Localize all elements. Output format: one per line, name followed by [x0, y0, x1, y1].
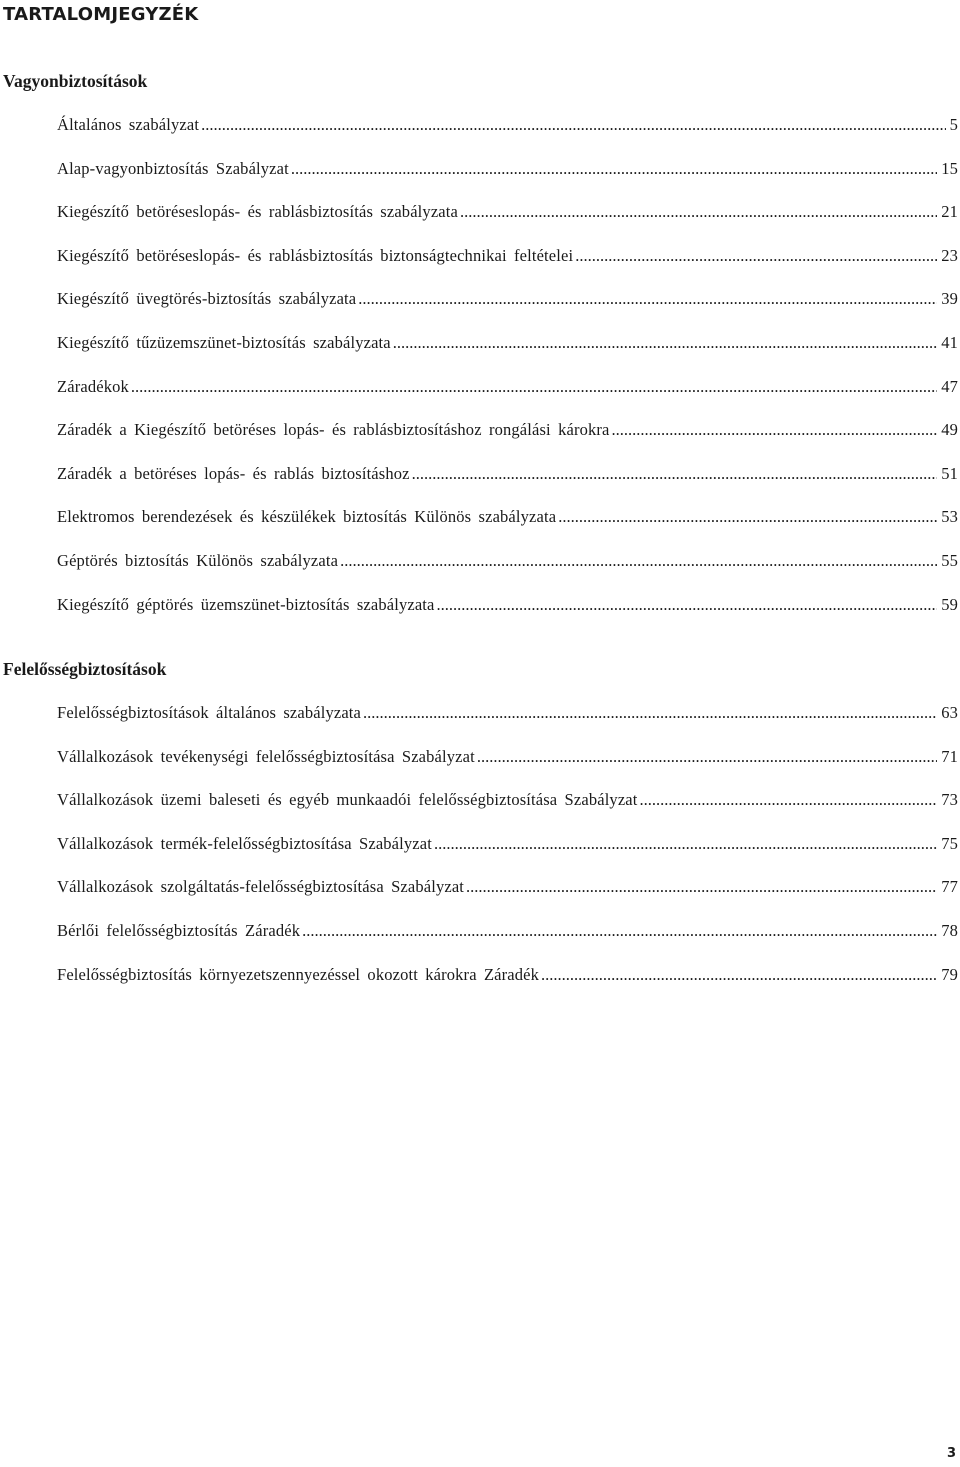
- dot-leader: [363, 702, 937, 724]
- toc-entry[interactable]: [57, 158, 958, 202]
- section-heading-vagyonbiztositasok: Vagyonbiztosítások: [3, 71, 148, 91]
- toc-entry-page-number: 41: [941, 332, 958, 352]
- toc-entry-page-number: 75: [941, 833, 958, 853]
- toc-entry-page-number: 77: [941, 877, 958, 897]
- toc-entry-page-number: 55: [941, 550, 958, 570]
- dot-leader: [466, 876, 937, 898]
- toc-entry[interactable]: [57, 506, 958, 550]
- toc-entry[interactable]: [57, 114, 958, 158]
- toc-entry-title: Alap-vagyonbiztosítás Szabályzat: [57, 158, 289, 178]
- dot-leader: [131, 376, 937, 398]
- toc-entry-page-number: 49: [941, 420, 958, 440]
- toc-entry-title: Kiegészítő betöréseslopás- és rablásbiztosítás szabályzata: [57, 202, 458, 222]
- dot-leader: [437, 594, 938, 616]
- toc-entry-page-number: 53: [941, 507, 958, 527]
- toc-entry[interactable]: [57, 833, 958, 877]
- dot-leader: [640, 789, 938, 811]
- toc-entry-title: Géptörés biztosítás Különös szabályzata: [57, 550, 339, 570]
- toc-entry-page-number: 59: [941, 594, 958, 614]
- dot-leader: [412, 463, 938, 485]
- dot-leader: [358, 288, 937, 310]
- toc-entry-title: Vállalkozások tevékenységi felelősségbiztosítása Szabályzat: [57, 746, 475, 766]
- toc-entry-page-number: 51: [941, 463, 958, 483]
- dot-leader: [612, 419, 938, 441]
- toc-entry[interactable]: [57, 594, 958, 638]
- toc-entry-title: Felelősségbiztosítások általános szabályzata: [57, 703, 362, 722]
- toc-entry[interactable]: [57, 419, 958, 463]
- toc-entry[interactable]: [57, 789, 958, 833]
- toc-entry-page-number: 78: [941, 920, 958, 940]
- toc-entry-page-number: 63: [941, 703, 958, 722]
- toc-entry-page-number: 47: [941, 376, 958, 396]
- toc-entry-page-number: 71: [941, 746, 958, 766]
- toc-entry-title: Kiegészítő betöréseslopás- és rablásbiztosítás biztonságtechnikai feltételei: [57, 245, 574, 265]
- toc-entry-title: Elektromos berendezések és készülékek biztosítás Különös szabályzata: [57, 507, 557, 527]
- dot-leader: [460, 201, 937, 223]
- toc-entry-title: Felelősségbiztosítás környezetszennyezéssel okozott károkra Záradék: [57, 964, 540, 984]
- toc-entry-title: Vállalkozások termék-felelősségbiztosítása Szabályzat: [57, 833, 432, 853]
- toc-entry[interactable]: [57, 550, 958, 594]
- toc-entry[interactable]: [57, 746, 958, 790]
- dot-leader: [575, 245, 937, 267]
- toc-entry-title: Általános szabályzat: [57, 115, 200, 134]
- toc-entry-title: Kiegészítő tűzüzemszünet-biztosítás szabályzata: [57, 332, 391, 352]
- toc-entry-page-number: 23: [941, 245, 958, 265]
- dot-leader: [541, 964, 937, 986]
- dot-leader: [291, 158, 937, 180]
- toc-entry-title: Záradék a betöréses lopás- és rablás biztosításhoz: [57, 463, 410, 483]
- toc-list-felelossegbiztositasok: [57, 702, 958, 1007]
- toc-entry-page-number: 15: [941, 158, 958, 178]
- dot-leader: [201, 114, 946, 136]
- toc-entry-title: Vállalkozások szolgáltatás-felelősségbiztosítása Szabályzat: [57, 877, 465, 897]
- dot-leader: [302, 920, 937, 942]
- toc-entry[interactable]: [57, 463, 958, 507]
- page-number: 3: [946, 1446, 956, 1461]
- toc-entry-page-number: 39: [941, 289, 958, 309]
- dot-leader: [477, 746, 937, 768]
- toc-entry[interactable]: [57, 964, 958, 1008]
- toc-entry[interactable]: [57, 201, 958, 245]
- toc-entry[interactable]: [57, 376, 958, 420]
- toc-entry-page-number: 21: [941, 202, 958, 222]
- toc-entry[interactable]: [57, 920, 958, 964]
- toc-entry[interactable]: [57, 702, 958, 746]
- toc-list-vagyonbiztositasok: [57, 114, 958, 637]
- toc-entry-title: Záradékok: [57, 376, 129, 396]
- toc-entry-page-number: 73: [941, 790, 958, 810]
- toc-entry-title: Kiegészítő üvegtörés-biztosítás szabályzata: [57, 289, 357, 309]
- toc-entry[interactable]: [57, 245, 958, 289]
- dot-leader: [340, 550, 937, 572]
- toc-entry-title: Bérlői felelősségbiztosítás Záradék: [57, 920, 301, 940]
- toc-entry[interactable]: [57, 332, 958, 376]
- toc-entry-title: Záradék a Kiegészítő betöréses lopás- és rablásbiztosításhoz rongálási károkra: [57, 420, 610, 440]
- toc-entry-title: Kiegészítő géptörés üzemszünet-biztosítás szabályzata: [57, 594, 435, 614]
- dot-leader: [558, 506, 937, 528]
- toc-entry-page-number: 79: [941, 964, 958, 984]
- toc-entry-title: Vállalkozások üzemi baleseti és egyéb munkaadói felelősségbiztosítása Szabályzat: [57, 790, 638, 810]
- document-title: TARTALOMJEGYZÉK: [3, 4, 199, 25]
- toc-entry[interactable]: [57, 288, 958, 332]
- toc-entry-page-number: 5: [949, 115, 958, 134]
- dot-leader: [434, 833, 937, 855]
- dot-leader: [393, 332, 937, 354]
- toc-entry[interactable]: [57, 876, 958, 920]
- section-heading-felelossegbiztositasok: Felelősségbiztosítások: [3, 659, 167, 679]
